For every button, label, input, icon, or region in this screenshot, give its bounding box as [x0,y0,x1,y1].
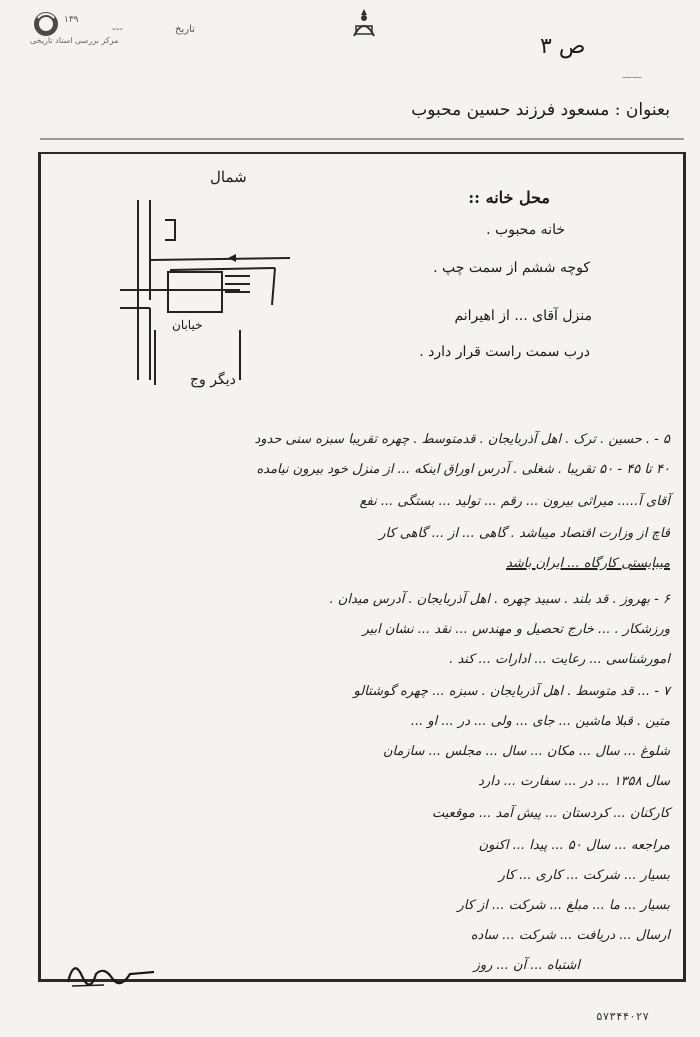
header-small-mark: —— [622,72,642,83]
map-landmark-label: دیگر وج [190,372,236,388]
section-7-line: مراجعه ... سال ۵۰ ... پیدا ... اکنون [478,838,670,853]
section-6-line: امورشناسی ... رعایت ... ادارات ... کند . [449,652,670,667]
section-7-line: بسیار ... ما ... مبلغ ... شرکت ... از کار [457,898,670,913]
section-5-line: قاچ از وزارت اقتصاد میباشد . گاهی ... از ... گاهی کار [379,526,670,541]
section-7-line: اشتباه ... آن ... روز [473,958,580,973]
location-title: محل خانه :: [468,188,550,207]
location-line: درب سمت راست قرار دارد . [419,344,590,360]
section-6-line: ۶ - بهروز . قد بلند . سبید چهره . اهل آذربایجان . آدرس میدان . [329,592,670,607]
header-date-label: تاریخ [175,24,195,35]
location-line: کوچه ششم از سمت چپ . [433,260,590,276]
archive-logo-text: مرکز بررسی اسناد تاریخی [30,36,119,45]
section-6-line: ورزشکار . ... خارج تحصیل و مهندس ... نقد ... نشان ابیر [362,622,670,637]
section-7-line: بسیار ... شرکت ... کاری ... کار [498,868,670,883]
section-7-line: ارسال ... دریافت ... شرکت ... ساده [470,928,670,943]
section-5-line: ۵ - . حسین . ترک . اهل آذربایجان . قدمتوسط . چهره تقریبا سبزه سنی حدود [254,432,670,447]
location-line: منزل آقای ... از اهیرانم [454,308,592,324]
section-7-line: کارکنان ... کردستان ... پیش آمد ... موقعیت [431,806,670,821]
section-5-line: میبایستی کارگاه ... ایران باشد [506,556,670,571]
section-7-line: شلوغ ... سال ... مکان ... سال ... مجلس ... سازمان [382,744,670,759]
section-5-line: آقای آ..... میراثی بیرون ... رقم ... تولید ... بستگی ... نفع [359,494,670,509]
subject-line: بعنوان : مسعود فرزند حسین محبوب [411,100,670,120]
section-7-line: متین . قبلا ماشین ... جای ... ولی ... در ... او ... [410,714,670,729]
map-street-label: خیابان [172,318,203,332]
map-north-label: شمال [210,168,247,186]
reference-number: ۵۷۳۴۴۰۲۷ [596,1010,649,1023]
header-number-mark: --- [112,24,123,35]
emblem-icon [350,6,378,42]
section-7-line: سال ۱۳۵۸ ... در ... سفارت ... دارد [478,774,670,789]
divider [40,138,684,140]
signature-icon [64,952,160,992]
section-5-line: ۴۰ تا ۴۵ - ۵۰ تقریبا . شغلی . آدرس اوراق اینکه ... از منزل خود بیرون نیامده [256,462,670,477]
section-7-line: ۷ - ... قد متوسط . اهل آذربایجان . سبزه ... چهره گوشتالو [353,684,670,699]
page-code: ص ۳ [540,34,586,59]
location-line: خانه محبوب . [486,222,565,238]
svg-text:۱۳۹: ۱۳۹ [64,15,79,25]
location-map-sketch [110,180,310,395]
